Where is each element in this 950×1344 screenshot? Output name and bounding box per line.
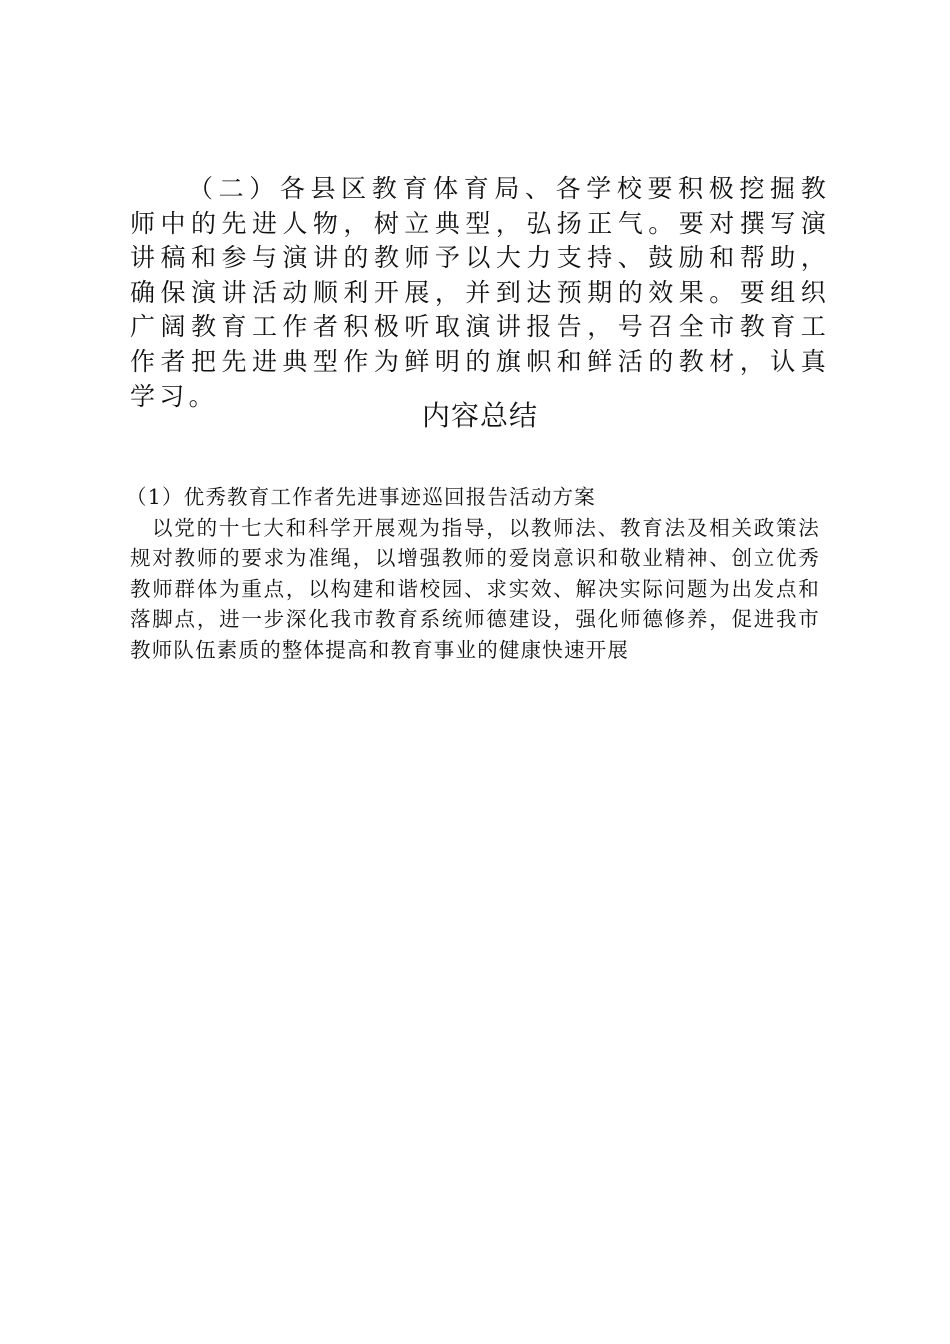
summary-item-heading: （1）优秀教育工作者先进事迹巡回报告活动方案 [126, 485, 596, 509]
summary-section [126, 482, 820, 666]
summary-item-body: 以党的十七大和科学开展观为指导，以教师法、教育法及相关政策法规对教师的要求为准绳，以增强教师的爱岗意识和敬业精神、创立优秀教师群体为重点，以构建和谐校园、求实效、解决实际问题为出发点和落脚点，进一步深化我市教育系统师德建设，强化师德修养，促进我市教师队伍素质的整体提高和教育事业的健康快速开展 [130, 515, 820, 662]
summary-title: 内容总结 [421, 399, 538, 432]
body-paragraph: （二）各县区教育体育局、各学校要积极挖掘教师中的先进人物，树立典型，弘扬正气。要对撰写演讲稿和参与演讲的教师予以大力支持、鼓励和帮助，确保演讲活动顺利开展，并到达预期的效果。要组织广阔教育工作者积极听取演讲报告，号召全市教育工作者把先进典型作为鲜明的旗帜和鲜活的教材，认真学习。 [130, 174, 830, 411]
